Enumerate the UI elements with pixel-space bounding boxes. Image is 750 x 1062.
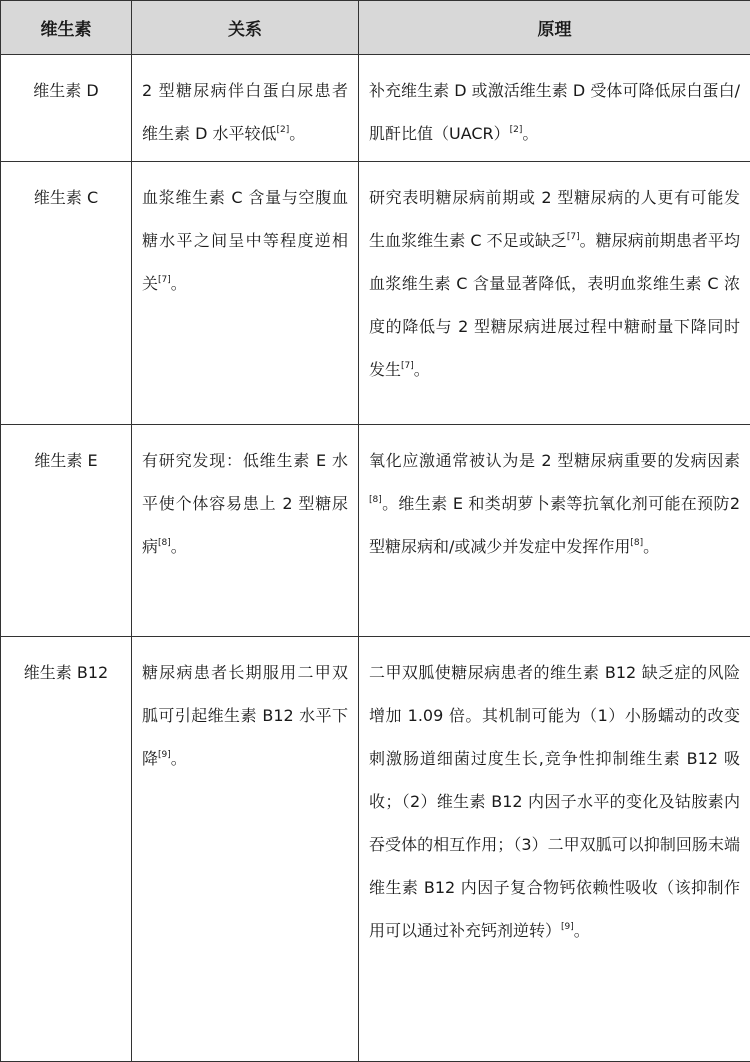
citation-ref: [9] (158, 750, 171, 760)
cell-text: 。 (170, 274, 187, 293)
citation-ref: [9] (561, 922, 574, 932)
cell-text: 。糖尿病前期患者平均血浆维生素 C 含量显著降低，表明血浆维生素 C 浓度的降低与 2 型糖尿病进展过程中糖耐量下降同时发生 (369, 231, 740, 379)
citation-ref: [2] (276, 125, 290, 135)
cell-text: 糖尿病患者长期服用二甲双胍可引起维生素 B12 水平下降 (142, 663, 348, 768)
cell-text: 血浆维生素 C 含量与空腹血糖水平之间呈中等程度逆相关 (142, 188, 348, 293)
citation-ref: [8] (630, 538, 644, 548)
cell-text: 。 (170, 537, 187, 556)
cell-text: 。 (522, 124, 539, 143)
table-row (1, 425, 750, 637)
cell-text: 二甲双胍使糖尿病患者的维生素 B12 缺乏症的风险增加 1.09 倍。其机制可能为（1）小肠蠕动的改变刺激肠道细菌过度生长,竞争性抑制维生素 B12 吸收；（2）维生素 B12 内因子水平的变化及钴胺素内吞受体的相互作用；（3）二甲双胍可以抑制回肠末端维生素 B12 内因子复合物钙依赖性吸收（该抑制作用可以通过补充钙剂逆转） (369, 663, 740, 940)
cell-text: 有研究发现：低维生素 E 水平使个体容易患上 2 型糖尿病 (142, 451, 348, 556)
citation-ref: [7] (566, 232, 580, 242)
relation-cell (132, 55, 359, 162)
relation-cell (132, 425, 359, 637)
citation-ref: [8] (369, 495, 382, 505)
citation-ref: [8] (158, 538, 171, 548)
header-vitamin: 维生素 (1, 1, 132, 55)
citation-ref: [2] (509, 125, 523, 135)
table-row (1, 55, 750, 162)
cell-text: 。 (643, 537, 660, 556)
header-relation: 关系 (132, 1, 359, 55)
principle-cell (359, 637, 750, 1062)
table-header (1, 1, 750, 55)
relation-cell (132, 637, 359, 1062)
table-row (1, 637, 750, 1062)
cell-text: 。 (170, 749, 187, 768)
citation-ref: [7] (401, 361, 414, 371)
cell-text: 2 型糖尿病伴白蛋白尿患者维生素 D 水平较低 (142, 81, 348, 143)
vitamin-name-cell: 维生素 D (1, 55, 132, 162)
header-row (1, 1, 750, 55)
principle-cell (359, 162, 750, 425)
cell-text: 研究表明糖尿病前期或 2 型糖尿病的人更有可能发生血浆维生素 C 不足或缺乏 (369, 188, 740, 250)
principle-cell (359, 55, 750, 162)
principle-cell (359, 425, 750, 637)
header-principle: 原理 (359, 1, 750, 55)
cell-text: 。维生素 E 和类胡萝卜素等抗氧化剂可能在预防2型糖尿病和/或减少并发症中发挥作用 (369, 494, 740, 556)
vitamin-name-cell: 维生素 C (1, 162, 132, 425)
citation-ref: [7] (158, 275, 171, 285)
vitamin-name-cell: 维生素 B12 (1, 637, 132, 1062)
cell-text: 。 (289, 124, 306, 143)
cell-text: 。 (573, 921, 590, 940)
cell-text: 补充维生素 D 或激活维生素 D 受体可降低尿白蛋白/肌酐比值（UACR） (369, 81, 740, 143)
vitamin-name-cell: 维生素 E (1, 425, 132, 637)
relation-cell (132, 162, 359, 425)
cell-text: 氧化应激通常被认为是 2 型糖尿病重要的发病因素 (369, 451, 740, 470)
table-row (1, 162, 750, 425)
cell-text: 。 (413, 360, 430, 379)
